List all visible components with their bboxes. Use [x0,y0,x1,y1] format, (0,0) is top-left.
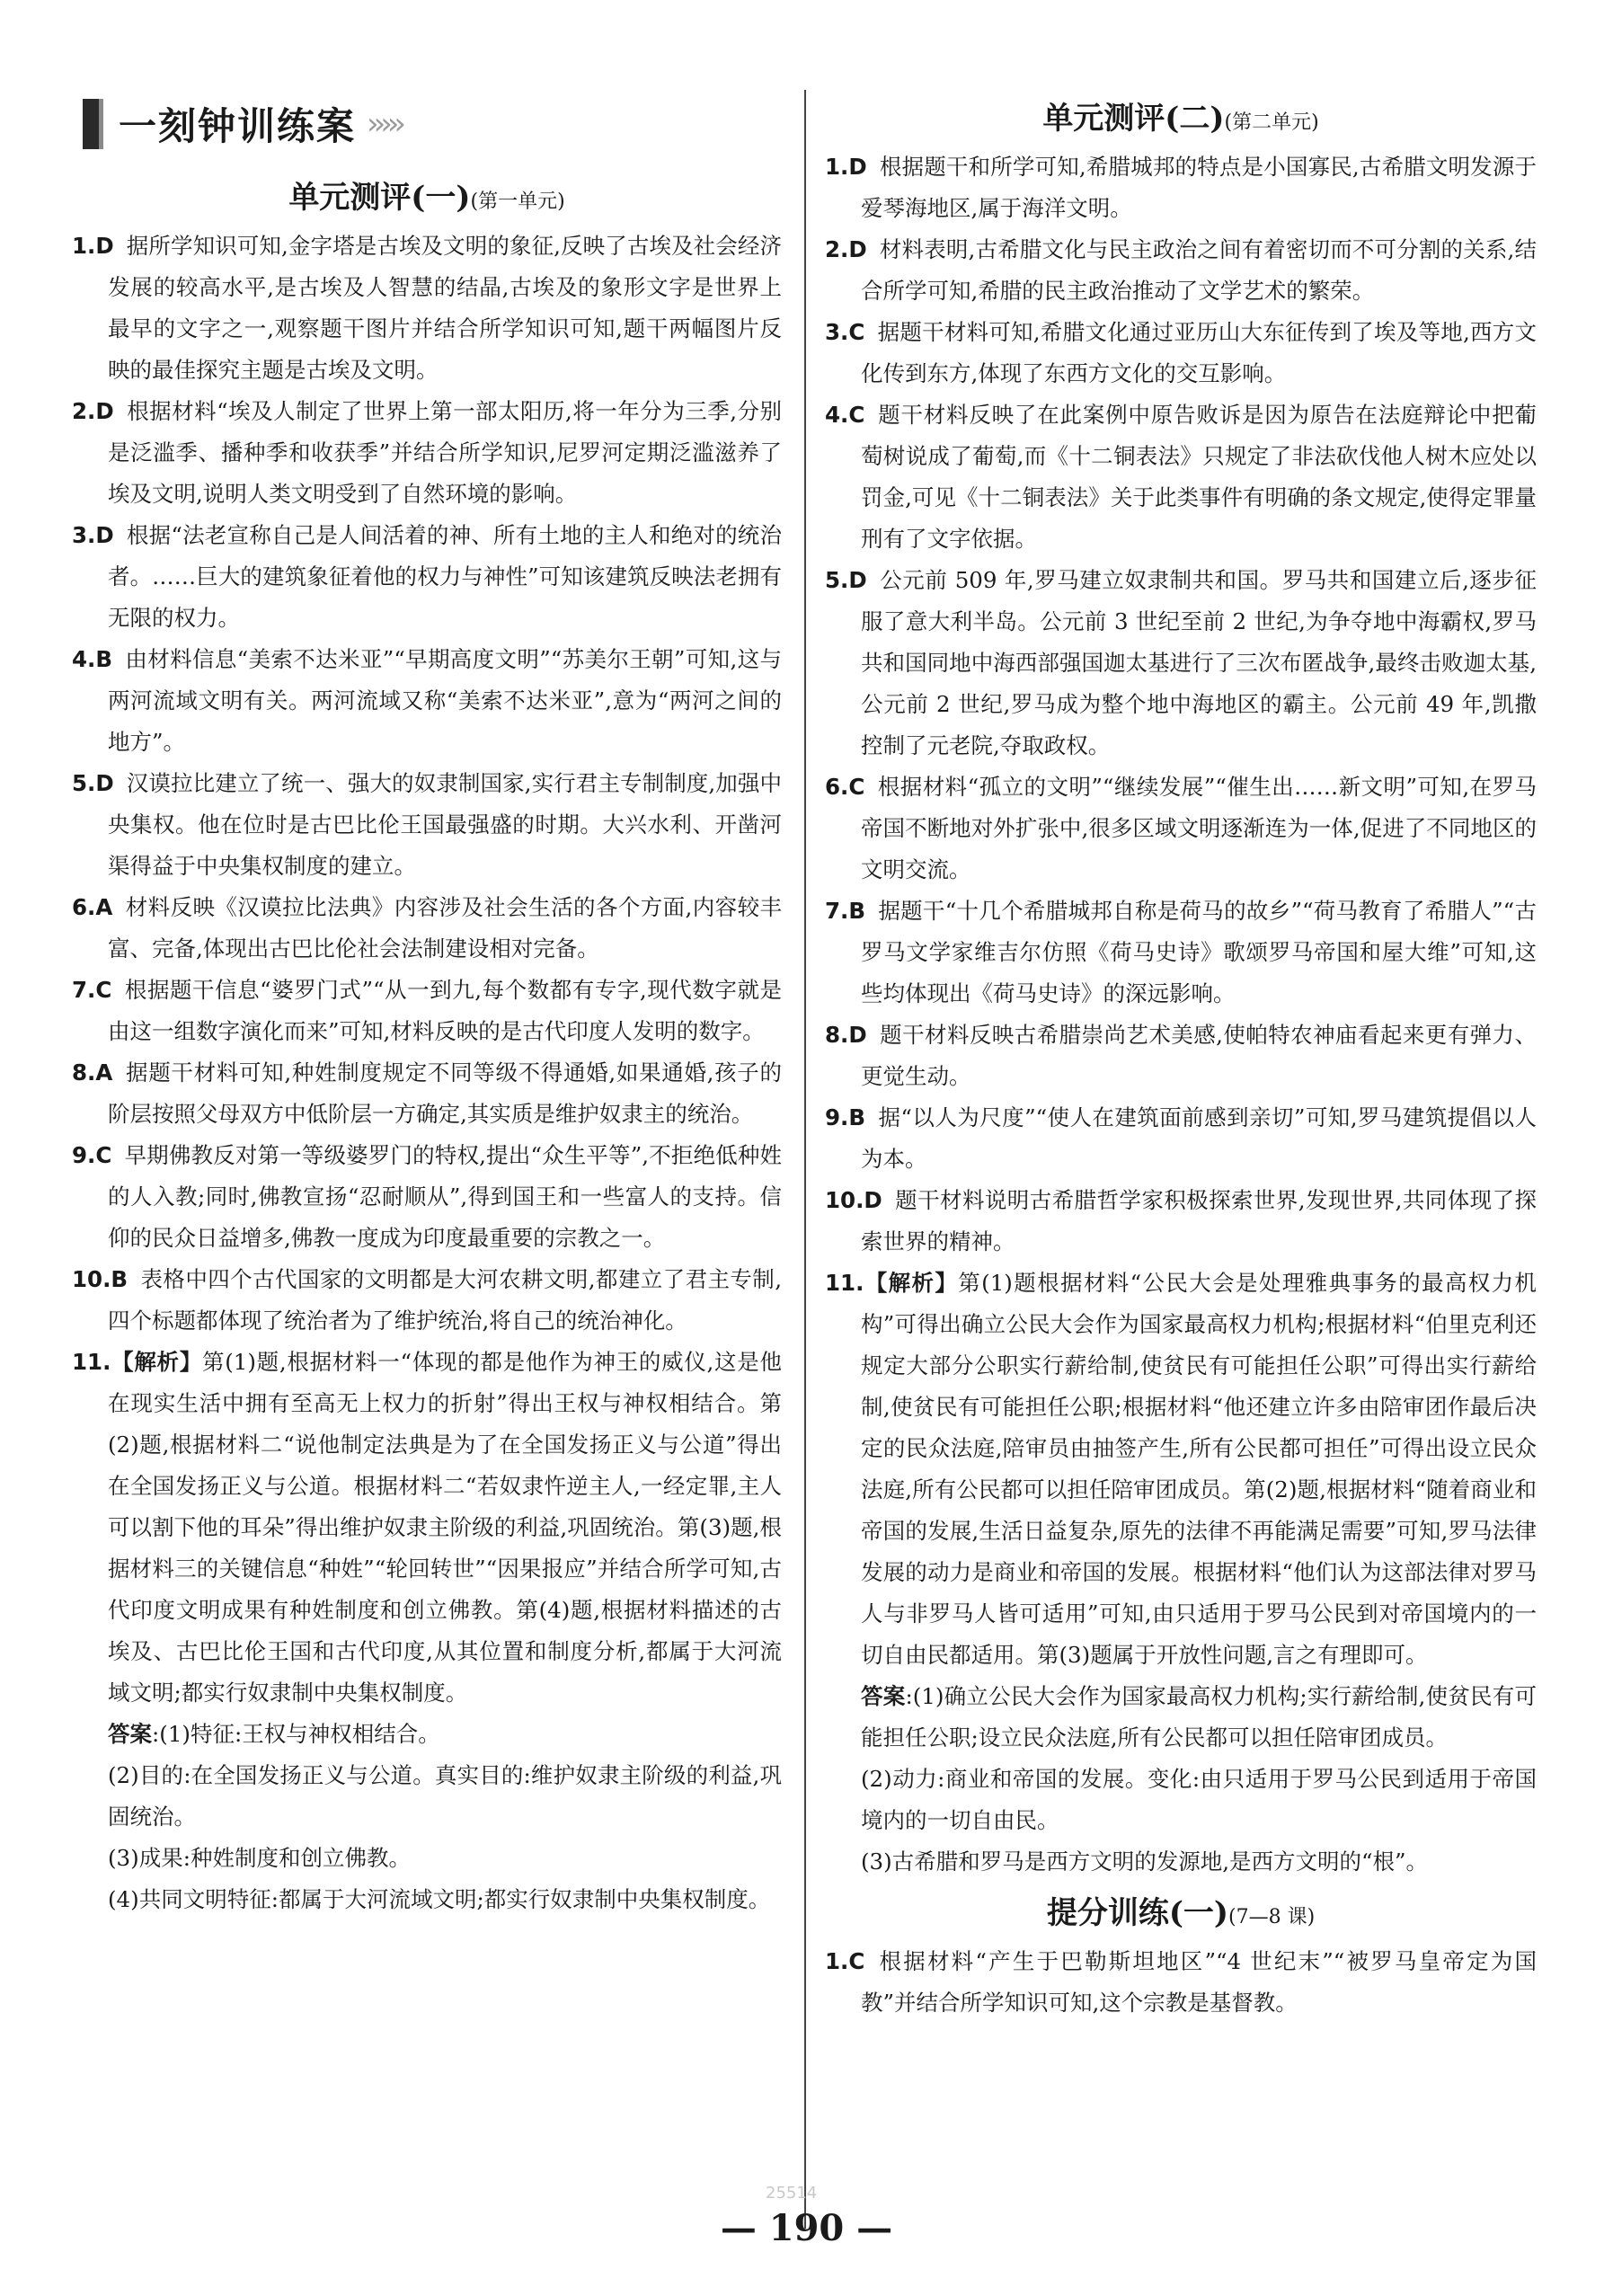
question-number: 3. [825,319,849,345]
question-item [72,391,782,515]
unit1-answer-head: 答案:(1)特征:王权与神权相结合。 [108,1721,440,1747]
column-divider [804,90,806,2229]
analysis-text: 第(1)题,根据材料一“体现的都是他作为神王的威仪,这是他在现实生活中拥有至高无上权力的折射”得出王权与神权相结合。第(2)题,根据材料二“说他制定法典是为了在全国发扬正义与公道”得出在全国发扬正义与公道。根据材料二“若奴隶忤逆主人,一经定罪,主人可以割下他的耳朵”得出维护奴隶主阶级的利益,巩固统治。第(3)题,根据材料三的关键信息“种姓”“轮回转世”“因果报应”并结合所学可知,古代印度文明成果有种姓制度和创立佛教。第(4)题,根据材料描述的古埃及、古巴比伦王国和古代印度,从其位置和制度分析,都属于大河流域文明;都实行奴隶制中央集权制度。 [108,1349,782,1706]
unit1-subtitle: (第一单元) [470,191,565,213]
training-title-text: 提分训练(一) [1046,1895,1229,1931]
question-item [72,515,782,639]
right-column [825,90,1537,2024]
unit2-subtitle: (第二单元) [1224,111,1319,134]
question-number: 7. [72,977,96,1003]
question-item [825,229,1537,312]
answer-choice: C [848,402,865,428]
question-number: 6. [72,894,96,920]
answer-choice: C [848,774,865,800]
question-number: 4. [72,646,96,672]
analysis-tag: 【解析】 [864,1270,959,1296]
explanation-text: 根据“法老宣称自己是人间活着的神、所有土地的主人和绝对的统治者。……巨大的建筑象征着他的权力与神性”可知该建筑反映法老拥有无限的权力。 [108,522,782,631]
answer-choice: A [95,1059,113,1086]
answer-choice: B [848,1104,866,1130]
answer-label: 答案 [108,1721,152,1747]
unit2-title-text: 单元测评(二) [1042,101,1225,137]
explanation-text: 据题干材料可知,希腊文化通过亚历山大东征传到了埃及等地,西方文化传到东方,体现了东西方文化的交互影响。 [861,319,1537,386]
analysis-tag: 【解析】 [111,1349,202,1375]
explanation-text: 根据题干和所学可知,希腊城邦的特点是小国寡民,古希腊文明发源于爱琴海地区,属于海洋文明。 [861,154,1537,221]
question-item [72,639,782,763]
answer-choice: B [111,1266,129,1292]
answer-line: (1)特征:王权与神权相结合。 [159,1721,440,1747]
question-item [825,560,1537,767]
question-number: 11. [72,1349,111,1375]
answer-line: (3)古希腊和罗马是西方文明的发源地,是西方文明的“根”。 [861,1848,1429,1875]
answer-line: (3)成果:种姓制度和创立佛教。 [108,1845,411,1871]
explanation-text: 公元前 509 年,罗马建立奴隶制共和国。罗马共和国建立后,逐步征服了意大利半岛。公元前 3 世纪至前 2 世纪,为争夺地中海霸权,罗马共和国同地中海西部强国迦太基进行了三次布匿战争,最终击败迦太基,公元前 2 世纪,罗马成为整个地中海地区的霸主。公元前 49 年,凯撒控制了元老院,夺取政权。 [861,567,1537,758]
training-subtitle: (7—8 课) [1228,1906,1316,1928]
question-number: 1. [72,233,96,259]
answer-choice: C [95,977,112,1003]
question-item [825,767,1537,891]
question-item [72,970,782,1052]
question-item [825,1097,1537,1180]
unit2-question-list [825,146,1537,1263]
answer-label: 答案 [861,1683,906,1709]
explanation-text: 根据材料“孤立的文明”“继续发展”“催生出……新文明”可知,在罗马帝国不断地对外扩张中,很多区域文明逐渐连为一体,促进了不同地区的文明交流。 [861,774,1537,882]
explanation-text: 根据题干信息“婆罗门式”“从一到九,每个数都有专字,现代数字就是由这一组数字演化而来”可知,材料反映的是古代印度人发明的数字。 [108,977,782,1044]
question-number: 8. [72,1059,96,1086]
training-title [825,1888,1537,1932]
unit2-answer-head: 答案:(1)确立公民大会作为国家最高权力机构;实行薪给制,使贫民有可能担任公职;设立民众法庭,所有公民都可以担任陪审团成员。 [861,1683,1537,1751]
question-number: 9. [825,1104,849,1130]
answer-choice: D [95,522,114,548]
answer-line: (1)确立公民大会作为国家最高权力机构;实行薪给制,使贫民有可能担任公职;设立民众法庭,所有公民都可以担任陪审团成员。 [861,1683,1537,1751]
explanation-text: 题干材料反映了在此案例中原告败诉是因为原告在法庭辩论中把葡萄树说成了葡萄,而《十二铜表法》只规定了非法砍伐他人树木应处以罚金,可见《十二铜表法》关于此类事件有明确的条文规定,使得定罪量刑有了文字依据。 [861,402,1537,552]
explanation-text: 材料表明,古希腊文化与民主政治之间有着密切而不可分割的关系,结合所学可知,希腊的民主政治推动了文学艺术的繁荣。 [861,236,1537,304]
unit1-title-text: 单元测评(一) [288,180,471,216]
analysis-text: 第(1)题根据材料“公民大会是处理雅典事务的最高权力机构”可得出确立公民大会作为国家最高权力机构;根据材料“伯里克利还规定大部分公职实行薪给制,使贫民有可能担任公职”可得出实行薪给制,使贫民有可能担任公职;根据材料“他还建立许多由陪审团作最后决定的民众法庭,陪审员由抽签产生,所有公民都可担任”可得出设立民众法庭,所有公民都可以担任陪审团成员。第(2)题,根据材料“随着商业和帝国的发展,生活日益复杂,原先的法律不再能满足需要”可知,罗马法律发展的动力是商业和帝国的发展。根据材料“他们认为这部法律对罗马人与非罗马人皆可适用”可知,由只适用于罗马公民到对帝国境内的一切自由民都适用。第(3)题属于开放性问题,言之有理即可。 [861,1270,1537,1668]
answer-choice: C [95,1142,112,1168]
question-item [825,312,1537,394]
section-banner [83,99,401,149]
question-number: 8. [825,1022,849,1048]
banner-bar [83,99,99,149]
explanation-text: 根据材料“埃及人制定了世界上第一部太阳历,将一年分为三季,分别是泛滥季、播种季和收获季”并结合所学知识,尼罗河定期泛滥滋养了埃及文明,说明人类文明受到了自然环境的影响。 [108,398,782,507]
explanation-text: 汉谟拉比建立了统一、强大的奴隶制国家,实行君主专制制度,加强中央集权。他在位时是古巴比伦王国最强盛的时期。大兴水利、开凿河渠得益于中央集权制度的建立。 [108,770,782,879]
answer-choice: D [848,567,867,593]
answer-choice: D [95,770,114,796]
question-number: 5. [72,770,96,796]
question-number: 9. [72,1142,96,1168]
explanation-text: 表格中四个古代国家的文明都是大河农耕文明,都建立了君主专制,四个标题都体现了统治者为了维护统治,将自己的统治神化。 [108,1266,782,1334]
left-column [72,169,782,1920]
answer-choice: B [848,898,866,924]
explanation-text: 根据材料“产生于巴勒斯坦地区”“4 世纪末”“被罗马皇帝定为国教”并结合所学知识可知,这个宗教是基督教。 [861,1948,1537,2016]
watermark: 25514 [766,2184,818,2203]
question-number: 4. [825,402,849,428]
question-item [825,1015,1537,1097]
answer-choice: C [848,319,865,345]
question-item [825,891,1537,1015]
question-number: 2. [72,398,96,424]
question-item [825,146,1537,229]
page-number: — 190 — [720,2207,893,2249]
unit1-q11 [72,1342,782,1714]
unit1-question-list [72,226,782,1342]
question-number: 2. [825,236,849,262]
answer-choice: D [848,236,867,262]
explanation-text: 据“以人为尺度”“使人在建筑面前感到亲切”可知,罗马建筑提倡以人为本。 [861,1104,1537,1172]
unit2-q11 [825,1263,1537,1676]
answer-choice: B [95,646,113,672]
training-question-list [825,1941,1537,2024]
answer-choice: D [95,233,114,259]
question-item [72,763,782,887]
explanation-text: 早期佛教反对第一等级婆罗门的特权,提出“众生平等”,不拒绝低种姓的人入教;同时,佛教宣扬“忍耐顺从”,得到国王和一些富人的支持。信仰的民众日益增多,佛教一度成为印度最重要的宗教之一。 [108,1142,782,1251]
explanation-text: 据题干“十几个希腊城邦自称是荷马的故乡”“荷马教育了希腊人”“古罗马文学家维吉尔仿照《荷马史诗》歌颂罗马帝国和屋大维”可知,这些均体现出《荷马史诗》的深远影响。 [861,898,1537,1006]
banner-title: 一刻钟训练案 [119,104,357,148]
answer-line: (2)动力:商业和帝国的发展。变化:由只适用于罗马公民到适用于帝国境内的一切自由民。 [861,1766,1537,1833]
question-item [825,1180,1537,1263]
answer-line: (2)目的:在全国发扬正义与公道。真实目的:维护奴隶主阶级的利益,巩固统治。 [108,1762,782,1830]
answer-choice: C [848,1948,865,1974]
answer-choice: D [848,1022,867,1048]
question-item [825,394,1537,560]
question-number: 5. [825,567,849,593]
question-number: 6. [825,774,849,800]
answer-line: (4)共同文明特征:都属于大河流域文明;都实行奴隶制中央集权制度。 [108,1886,771,1912]
answer-choice: A [95,894,113,920]
question-item [72,1052,782,1135]
explanation-text: 题干材料反映古希腊崇尚艺术美感,使帕特农神庙看起来更有弹力、更觉生动。 [861,1022,1537,1089]
chevron-right-icon: ››››› [367,106,401,142]
question-number: 11. [825,1270,864,1296]
explanation-text: 据所学知识可知,金字塔是古埃及文明的象征,反映了古埃及社会经济发展的较高水平,是古埃及人智慧的结晶,古埃及的象形文字是世界上最早的文字之一,观察题干图片并结合所学知识可知,题干两幅图片反映的最佳探究主题是古埃及文明。 [108,233,782,383]
question-number: 10. [825,1187,864,1213]
unit1-title [72,173,782,217]
explanation-text: 由材料信息“美索不达米亚”“早期高度文明”“苏美尔王朝”可知,这与两河流域文明有关。两河流域又称“美索不达米亚”,意为“两河之间的地方”。 [108,646,782,755]
answer-choice: D [95,398,114,424]
question-item [825,1941,1537,2024]
question-item [72,1259,782,1342]
question-item [72,1135,782,1259]
answer-choice: D [864,1187,882,1213]
question-item [72,887,782,970]
question-number: 10. [72,1266,111,1292]
question-item [72,226,782,391]
unit2-title [825,93,1537,137]
answer-choice: D [848,154,867,180]
question-number: 1. [825,154,849,180]
question-number: 7. [825,898,849,924]
explanation-text: 据题干材料可知,种姓制度规定不同等级不得通婚,如果通婚,孩子的阶层按照父母双方中低阶层一方确定,其实质是维护奴隶主的统治。 [108,1059,782,1127]
question-number: 1. [825,1948,849,1974]
explanation-text: 题干材料说明古希腊哲学家积极探索世界,发现世界,共同体现了探索世界的精神。 [861,1187,1537,1254]
explanation-text: 材料反映《汉谟拉比法典》内容涉及社会生活的各个方面,内容较丰富、完备,体现出古巴比伦社会法制建设相对完备。 [108,894,782,962]
question-number: 3. [72,522,96,548]
